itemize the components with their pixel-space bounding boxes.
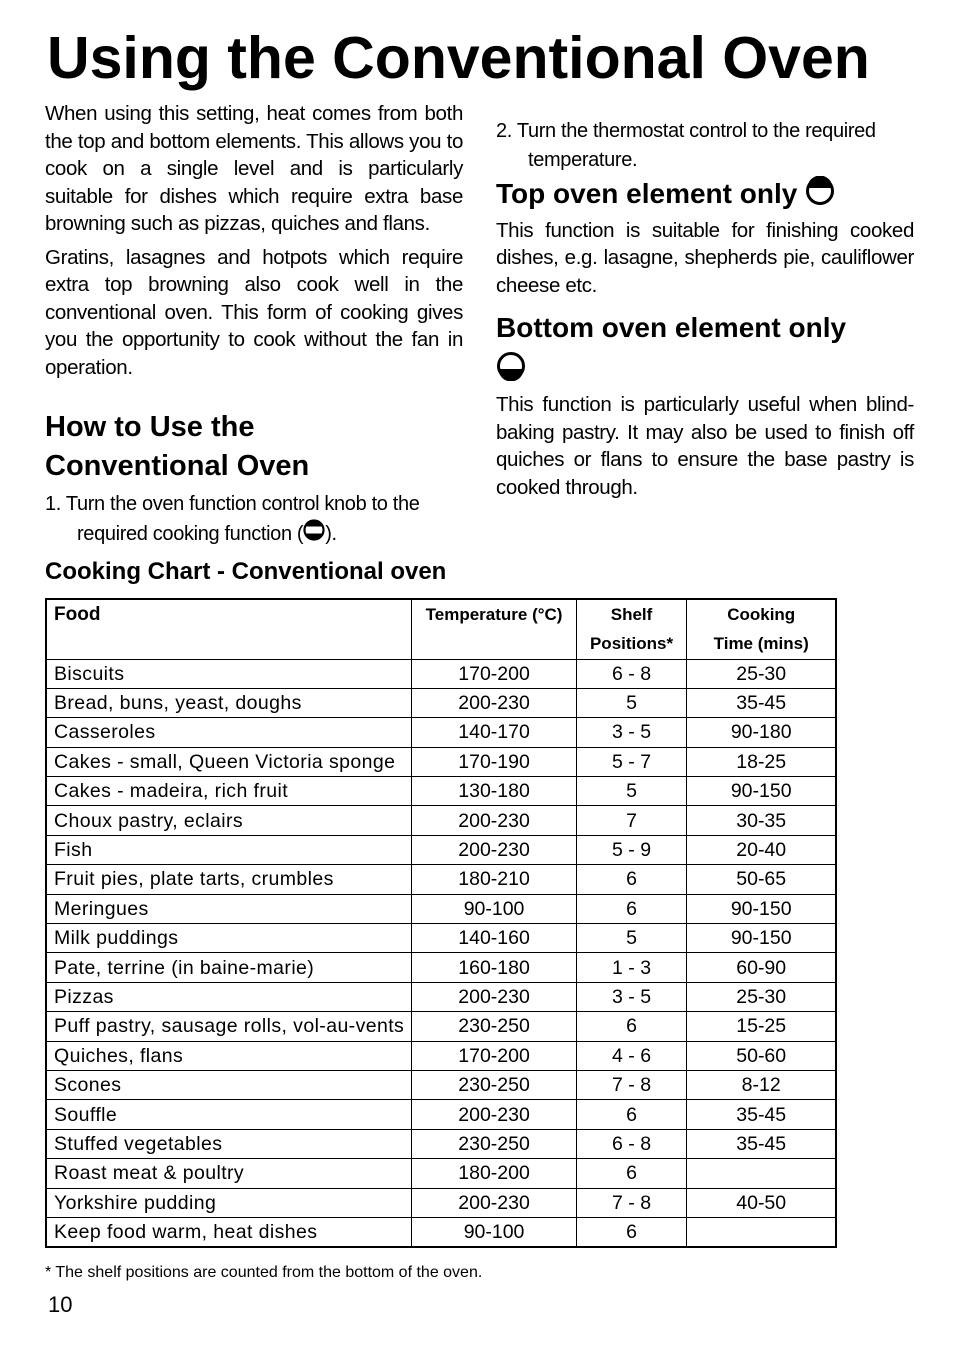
header-temperature: Temperature (°C) [412,599,576,659]
shelf-position-cell: 7 - 8 [576,1188,687,1217]
temperature-cell: 230-250 [412,1129,576,1158]
footnote: * The shelf positions are counted from the bottom of the oven. [45,1264,483,1281]
cooking-time-cell [687,1159,836,1188]
table-row [46,953,836,982]
temperature-cell: 130-180 [412,777,576,806]
table-row [46,1188,836,1217]
cooking-time-cell: 90-150 [687,924,836,953]
shelf-position-cell: 5 - 7 [576,747,687,776]
table-row [46,747,836,776]
temperature-cell: 90-100 [412,894,576,923]
food-cell: Casseroles [46,718,412,747]
table-row [46,1012,836,1041]
intro-paragraph-2: Gratins, lasagnes and hotpots which require extra top browning also cook well in the conventional oven. This form of cooking gives you the opportunity to cook without the fan in operation. [45,245,463,379]
shelf-position-cell: 5 [576,688,687,717]
temperature-cell: 160-180 [412,953,576,982]
table-row [46,1041,836,1070]
conventional-oven-icon [303,519,325,550]
shelf-position-cell: 6 [576,1100,687,1129]
table-row [46,1217,836,1247]
table-row [46,659,836,688]
food-cell: Fish [46,835,412,864]
food-cell: Biscuits [46,659,412,688]
food-cell: Quiches, flans [46,1041,412,1070]
top-element-icon [805,176,835,216]
table-body [46,659,836,1247]
cooking-time-cell: 15-25 [687,1012,836,1041]
table-row [46,894,836,923]
header-shelf-line-1: Shelf [610,605,653,624]
temperature-cell: 180-210 [412,865,576,894]
header-food: Food [46,599,412,659]
cooking-time-cell: 35-45 [687,1129,836,1158]
temperature-cell: 200-230 [412,835,576,864]
cooking-time-cell: 30-35 [687,806,836,835]
step-1-line-2 [45,519,463,550]
shelf-position-cell: 6 [576,865,687,894]
header-time [687,599,836,659]
temperature-cell: 140-170 [412,718,576,747]
cooking-time-cell: 60-90 [687,953,836,982]
temperature-cell: 200-230 [412,688,576,717]
cooking-chart-table [45,598,837,1248]
temperature-cell: 200-230 [412,1188,576,1217]
food-cell: Pizzas [46,982,412,1011]
shelf-position-cell: 3 - 5 [576,982,687,1011]
header-time-line-1: Cooking [727,605,796,624]
cooking-time-cell: 20-40 [687,835,836,864]
left-column [45,100,463,550]
food-cell: Fruit pies, plate tarts, crumbles [46,865,412,894]
shelf-position-cell: 1 - 3 [576,953,687,982]
food-cell: Souffle [46,1100,412,1129]
temperature-cell: 200-230 [412,982,576,1011]
bottom-element-text: This function is particularly useful when blind-baking pastry. It may also be used to finish off quiches or flans to ensure the base pastry is cooked through. [496,393,914,499]
how-to-heading-line-1: How to Use the [45,411,255,443]
table-row [46,835,836,864]
shelf-position-cell: 5 [576,777,687,806]
shelf-position-cell: 7 - 8 [576,1070,687,1099]
shelf-position-cell: 6 [576,1217,687,1247]
page-number: 10 [48,1292,73,1317]
food-cell: Bread, buns, yeast, doughs [46,688,412,717]
temperature-cell: 180-200 [412,1159,576,1188]
shelf-position-cell: 6 - 8 [576,1129,687,1158]
step-1-line-1: 1. Turn the oven function control knob to the [45,493,420,515]
food-cell: Choux pastry, eclairs [46,806,412,835]
cooking-time-cell: 50-65 [687,865,836,894]
cooking-time-cell [687,1217,836,1247]
table-row [46,982,836,1011]
shelf-position-cell: 3 - 5 [576,718,687,747]
food-cell: Roast meat & poultry [46,1159,412,1188]
step-2-line-1: 2. Turn the thermostat control to the required [496,120,876,142]
cooking-time-cell: 35-45 [687,1100,836,1129]
how-to-heading-line-2: Conventional Oven [45,450,310,482]
shelf-position-cell: 6 [576,894,687,923]
cooking-time-cell: 35-45 [687,688,836,717]
cooking-time-cell: 50-60 [687,1041,836,1070]
temperature-cell: 200-230 [412,806,576,835]
temperature-cell: 230-250 [412,1070,576,1099]
cooking-time-cell: 18-25 [687,747,836,776]
food-cell: Milk puddings [46,924,412,953]
step-1-text-end: ). [325,522,337,545]
header-shelf [576,599,687,659]
intro-paragraph-1: When using this setting, heat comes from both the top and bottom elements. This allows you to cook on a single level and is particularly suitable for dishes which require extra base browning such as pizzas, quiches and flans. [45,102,463,235]
cooking-time-cell: 25-30 [687,659,836,688]
table-row [46,1159,836,1188]
food-cell: Pate, terrine (in baine-marie) [46,953,412,982]
shelf-position-cell: 6 [576,1159,687,1188]
shelf-position-cell: 5 - 9 [576,835,687,864]
page-title: Using the Conventional Oven [47,25,870,91]
bottom-element-icon [496,351,526,386]
header-time-line-2: Time (mins) [713,634,809,653]
cooking-time-cell: 90-150 [687,894,836,923]
cooking-time-cell: 25-30 [687,982,836,1011]
right-column [496,117,914,501]
cooking-time-cell: 90-180 [687,718,836,747]
food-cell: Meringues [46,894,412,923]
shelf-position-cell: 5 [576,924,687,953]
shelf-position-cell: 4 - 6 [576,1041,687,1070]
temperature-cell: 200-230 [412,1100,576,1129]
cooking-time-cell: 8-12 [687,1070,836,1099]
food-cell: Cakes - madeira, rich fruit [46,777,412,806]
food-cell: Scones [46,1070,412,1099]
table-row [46,718,836,747]
table-header-row [46,599,836,659]
top-element-heading-text: Top oven element only [496,178,798,209]
table-row [46,688,836,717]
cooking-time-cell: 90-150 [687,777,836,806]
food-cell: Puff pastry, sausage rolls, vol-au-vents [46,1012,412,1041]
temperature-cell: 170-190 [412,747,576,776]
table-row [46,777,836,806]
temperature-cell: 140-160 [412,924,576,953]
top-element-heading [496,175,914,216]
bottom-element-heading: Bottom oven element only [496,312,847,344]
shelf-position-cell: 7 [576,806,687,835]
table-row [46,1070,836,1099]
table-row [46,924,836,953]
header-shelf-line-2: Positions* [589,634,674,653]
cooking-chart-title: Cooking Chart - Conventional oven [45,558,447,585]
temperature-cell: 170-200 [412,659,576,688]
how-to-heading [45,408,463,486]
step-2-line-2: temperature. [528,149,638,171]
top-element-text: This function is suitable for finishing cooked dishes, e.g. lasagne, shepherds pie, cauliflower cheese etc. [496,218,914,297]
step-1-text-start: required cooking function ( [77,522,304,545]
food-cell: Yorkshire pudding [46,1188,412,1217]
food-cell: Stuffed vegetables [46,1129,412,1158]
step-1 [45,490,463,550]
table-row [46,1100,836,1129]
shelf-position-cell: 6 - 8 [576,659,687,688]
temperature-cell: 170-200 [412,1041,576,1070]
temperature-cell: 90-100 [412,1217,576,1247]
temperature-cell: 230-250 [412,1012,576,1041]
cooking-time-cell: 40-50 [687,1188,836,1217]
food-cell: Keep food warm, heat dishes [46,1217,412,1247]
table-row [46,1129,836,1158]
step-2 [496,117,914,175]
food-cell: Cakes - small, Queen Victoria sponge [46,747,412,776]
shelf-position-cell: 6 [576,1012,687,1041]
bottom-element-icon-row [496,347,914,391]
table-row [46,865,836,894]
table-row [46,806,836,835]
